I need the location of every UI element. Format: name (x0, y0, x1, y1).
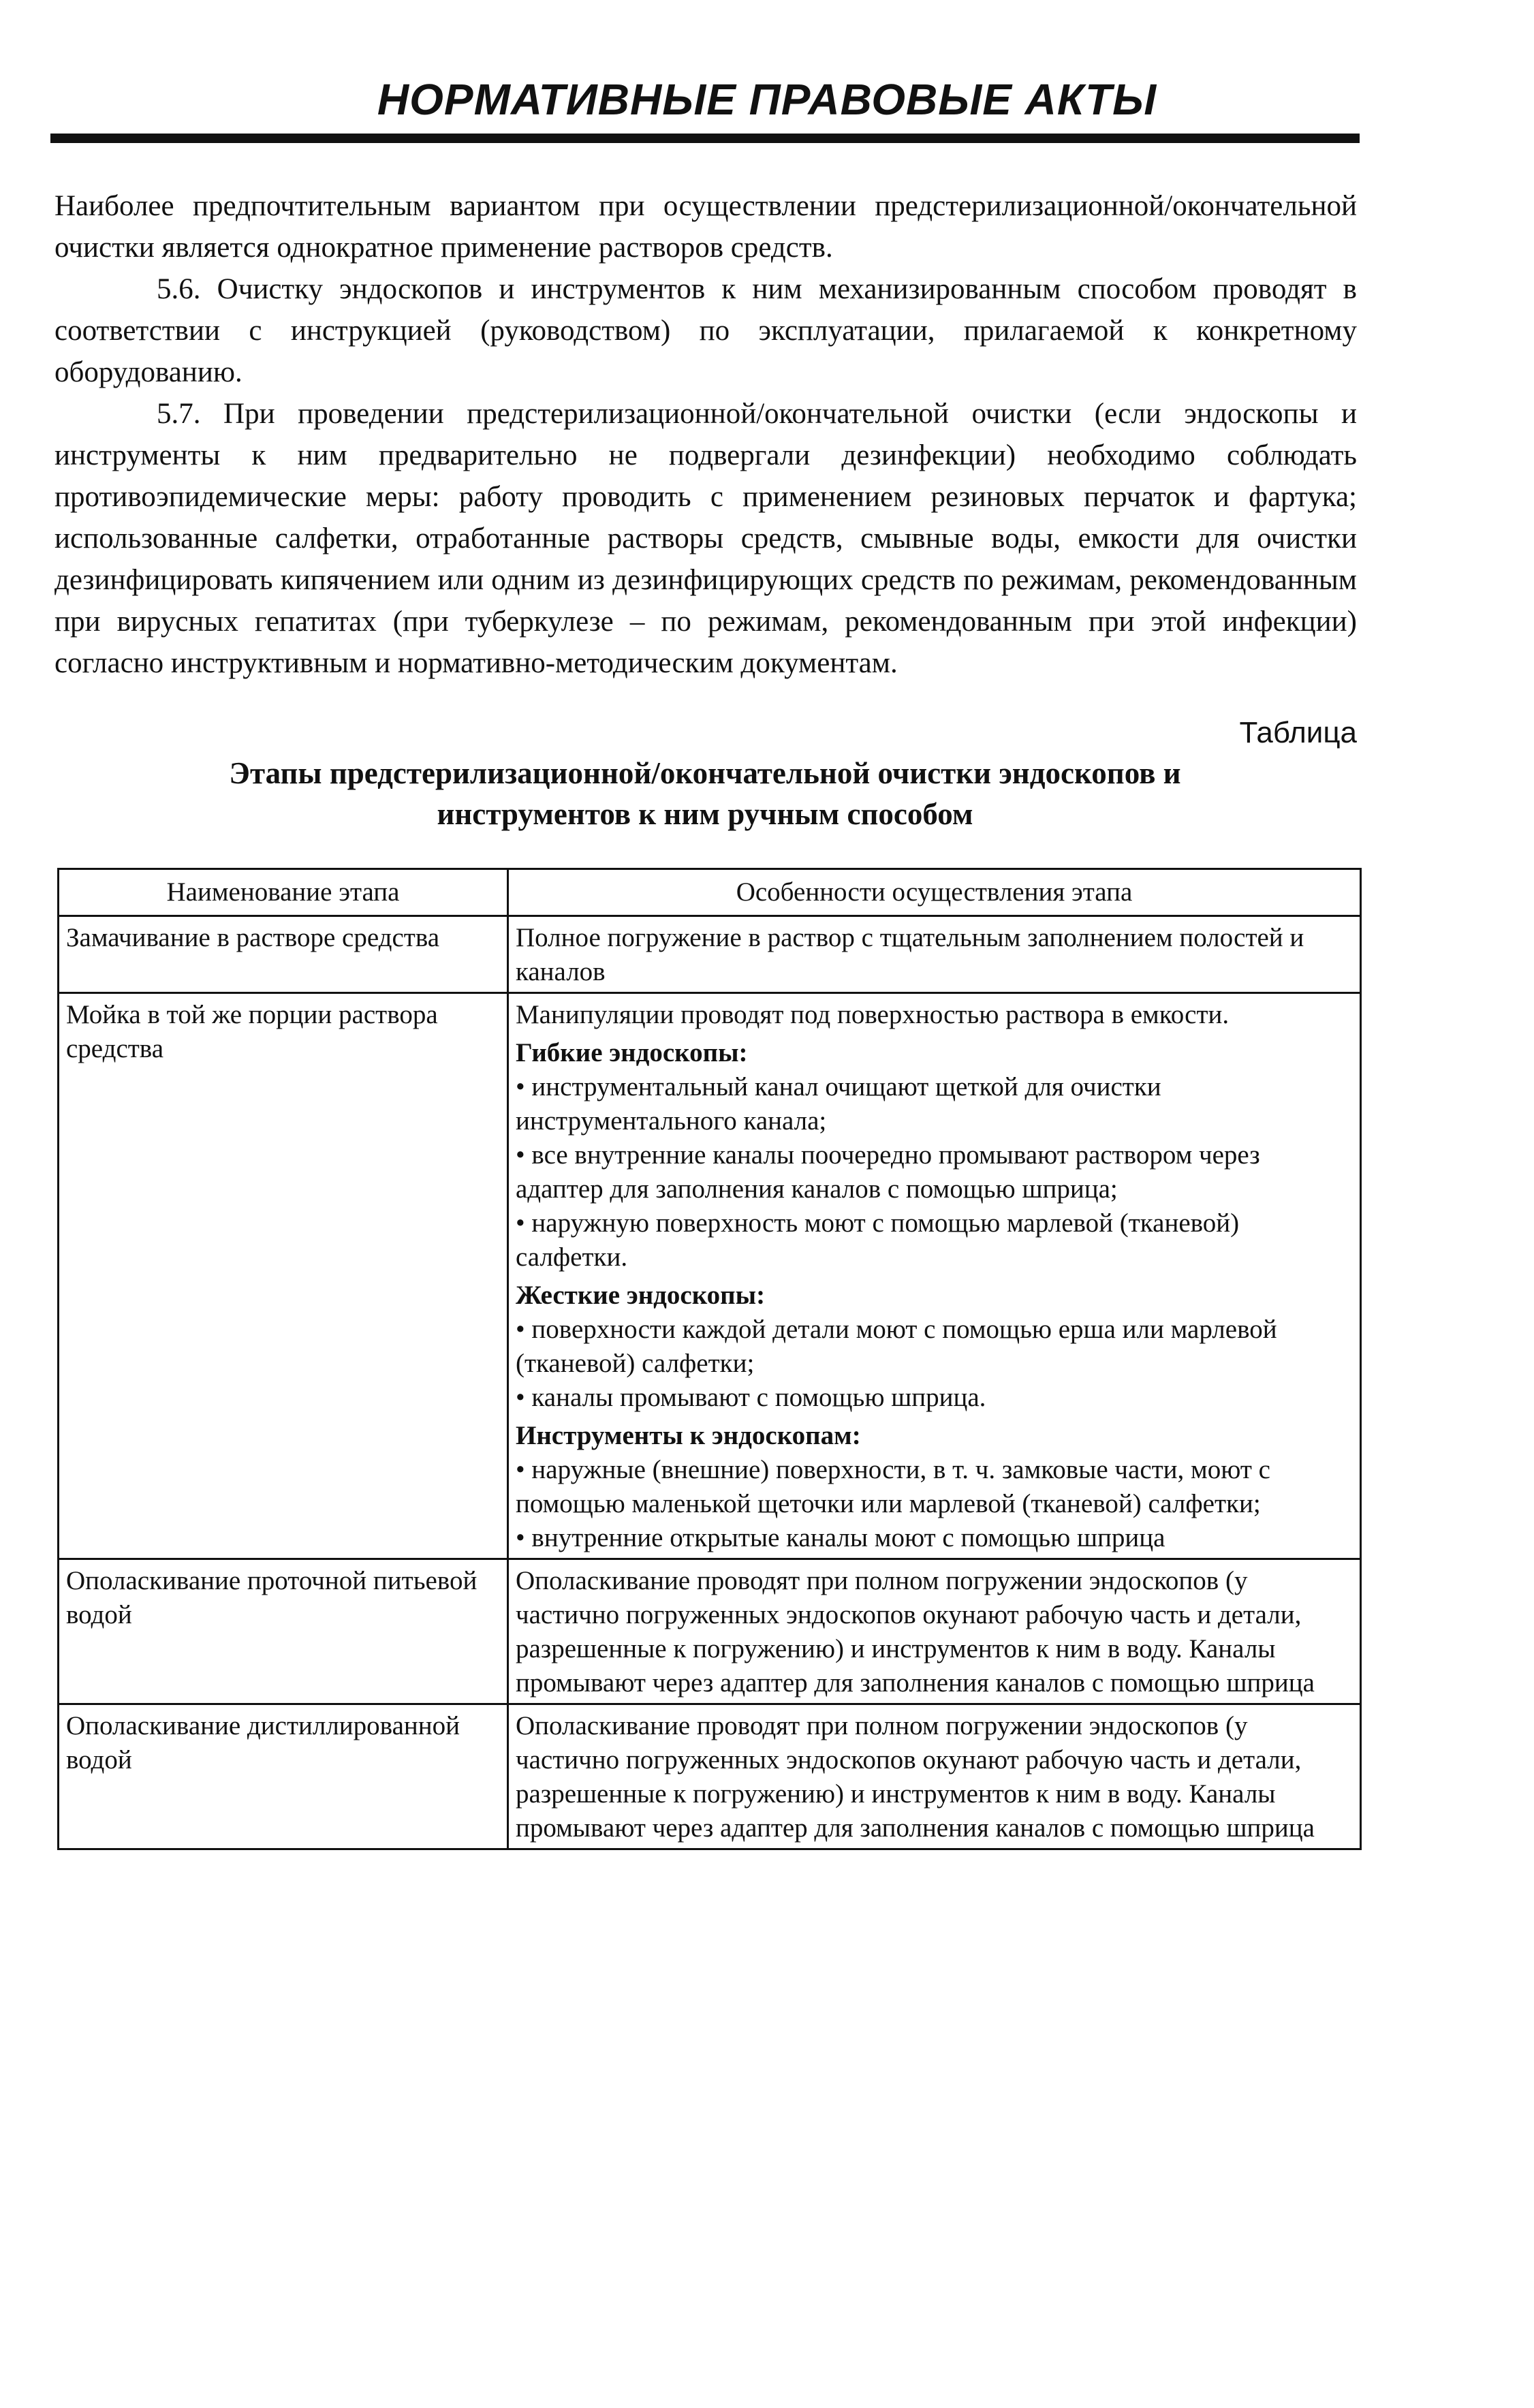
table-label: Таблица (1239, 716, 1357, 749)
stage-cell: Ополаскивание дистиллированной водой (59, 1704, 508, 1849)
list-item: • инструментальный канал очищают щеткой для очистки инструментального канала; (516, 1072, 1161, 1136)
page-header-title: НОРМАТИВНЫЕ ПРАВОВЫЕ АКТЫ (377, 75, 1157, 124)
table-row (59, 1704, 1361, 1849)
table-title-line-1: Этапы предстерилизационной/окончательной очистки эндоскопов и (229, 756, 1181, 790)
flexible-endoscopes-heading: Гибкие эндоскопы: (516, 1038, 748, 1067)
table-row (59, 993, 1361, 1559)
table-header-row (59, 869, 1361, 916)
table-row (59, 1559, 1361, 1704)
table-title (102, 753, 1308, 834)
stage-cell: Ополаскивание проточной питьевой водой (59, 1559, 508, 1704)
header-stage-name: Наименование этапа (59, 869, 508, 916)
table-title-line-2: инструментов к ним ручным способом (437, 797, 973, 831)
details-cell: Ополаскивание проводят при полном погружении эндоскопов (у частично погруженных эндоскопов окунают рабочую часть и детали, разрешенные к погружению) и инструментов к ним в воду. Каналы промывают через адаптер для заполнения каналов с помощью шприца (508, 1704, 1361, 1849)
list-item: • наружную поверхность моют с помощью марлевой (тканевой) салфетки. (516, 1208, 1240, 1272)
list-item: • каналы промывают с помощью шприца. (516, 1383, 986, 1412)
details-cell (508, 993, 1361, 1559)
list-item: • наружные (внешние) поверхности, в т. ч. замковые части, моют с помощью маленькой щеточки или марлевой (тканевой) салфетки; (516, 1455, 1270, 1518)
paragraph-1: Наиболее предпочтительным вариантом при осуществлении предстерилизационной/окончательной очистки является однократное применение растворов средств. (54, 190, 1357, 264)
body-text (54, 185, 1357, 684)
details-cell: Ополаскивание проводят при полном погружении эндоскопов (у частично погруженных эндоскопов окунают рабочую часть и детали, разрешенные к погружению) и инструментов к ним в воду. Каналы промывают через адаптер для заполнения каналов с помощью шприца (508, 1559, 1361, 1704)
paragraph-5-6: 5.6. Очистку эндоскопов и инструментов к ним механизированным способом проводят в соответствии с инструкцией (руководством) по эксплуатации, прилагаемой к конкретному оборудованию. (54, 273, 1357, 388)
list-item: • внутренние открытые каналы моют с помощью шприца (516, 1523, 1165, 1552)
table-row (59, 916, 1361, 993)
endoscope-instruments-heading: Инструменты к эндоскопам: (516, 1421, 861, 1450)
stage-cell: Мойка в той же порции раствора средства (59, 993, 508, 1559)
header-rule (50, 134, 1360, 143)
washing-intro: Манипуляции проводят под поверхностью раствора в емкости. (516, 1000, 1230, 1029)
stages-table (57, 868, 1362, 1850)
rigid-endoscopes-heading: Жесткие эндоскопы: (516, 1281, 766, 1310)
paragraph-5-7: 5.7. При проведении предстерилизационной/окончательной очистки (если эндоскопы и инструменты к ним предварительно не подвергали дезинфекции) необходимо соблюдать противоэпидемические меры: работу проводить с применением резиновых перчаток и фартука; использованные салфетки, отработанные растворы средств, смывные воды, емкости для очистки дезинфицировать кипячением или одним из дезинфицирующих средств по режимам, рекомендованным при вирусных гепатитах (при туберкулезе – по режимам, рекомендованным при этой инфекции) согласно инструктивным и нормативно-методическим документам. (54, 398, 1357, 679)
list-item: • все внутренние каналы поочередно промывают раствором через адаптер для заполнения каналов с помощью шприца; (516, 1140, 1260, 1204)
header-stage-details: Особенности осуществления этапа (508, 869, 1361, 916)
stage-cell: Замачивание в растворе средства (59, 916, 508, 993)
details-cell: Полное погружение в раствор с тщательным заполнением полостей и каналов (508, 916, 1361, 993)
list-item: • поверхности каждой детали моют с помощью ерша или марлевой (тканевой) салфетки; (516, 1315, 1277, 1378)
